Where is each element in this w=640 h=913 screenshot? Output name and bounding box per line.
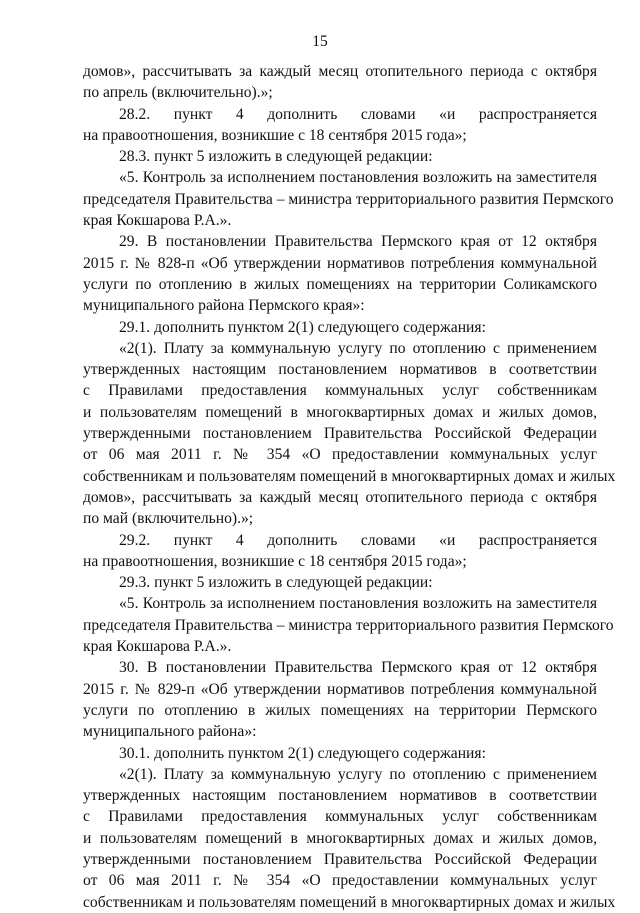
text-line: 2015 г. № 829-п «Об утверждении нормативов потребления коммунальной	[83, 680, 597, 698]
text-line: утвержденными постановлением Правительства Российской Федерации	[83, 850, 597, 868]
text-line: утвержденных настоящим постановлением нормативов в соответствии	[83, 787, 597, 805]
text-line: края Кокшарова Р.А.».	[83, 212, 232, 230]
text-line: 30. В постановлении Правительства Пермского края от 12 октября	[119, 659, 597, 677]
text-line: услуги по отоплению в жилых помещениях на территории Пермского	[83, 701, 597, 719]
text-line: по апрель (включительно).»;	[83, 84, 273, 102]
paragraph	[83, 146, 597, 167]
text-line: 29.1. дополнить пунктом 2(1) следующего содержания:	[119, 318, 486, 336]
paragraph	[83, 743, 597, 764]
text-line: утвержденными постановлением Правительства Российской Федерации	[83, 425, 597, 443]
text-line: собственникам и пользователям помещений в многоквартирных домах и жилых	[83, 467, 616, 485]
paragraph	[83, 338, 616, 530]
paragraph	[83, 231, 597, 316]
text-line: председателя Правительства – министра территориального развития Пермского	[83, 616, 614, 634]
text-line: «5. Контроль за исполнением постановления возложить на заместителя	[119, 169, 597, 187]
text-line: 28.2. пункт 4 дополнить словами «и распространяется	[119, 105, 597, 123]
text-line: утвержденных настоящим постановлением нормативов в соответствии	[83, 361, 597, 379]
paragraph	[83, 593, 614, 657]
page-number: 15	[312, 33, 328, 50]
text-line: от 06 мая 2011 г. № 354 «О предоставлении коммунальных услуг	[83, 446, 597, 464]
text-line: 30.1. дополнить пунктом 2(1) следующего содержания:	[119, 744, 486, 762]
paragraph	[83, 104, 597, 147]
paragraph	[83, 61, 597, 104]
text-line: 2015 г. № 828-п «Об утверждении нормативов потребления коммунальной	[83, 254, 597, 272]
text-line: на правоотношения, возникшие с 18 сентября 2015 года»;	[83, 552, 467, 570]
paragraph	[83, 167, 614, 231]
text-line: услуги по отоплению в жилых помещениях на территории Соликамского	[83, 275, 597, 293]
text-line: 29. В постановлении Правительства Пермского края от 12 октября	[119, 233, 597, 251]
text-line: «5. Контроль за исполнением постановления возложить на заместителя	[119, 595, 597, 613]
text-line: с Правилами предоставления коммунальных услуг собственникам	[83, 808, 597, 826]
text-line: собственникам и пользователям помещений в многоквартирных домах и жилых	[83, 893, 616, 911]
text-line: «2(1). Плату за коммунальную услугу по отоплению с применением	[119, 339, 597, 357]
text-line: 29.3. пункт 5 изложить в следующей редакции:	[119, 574, 433, 592]
text-line: муниципального района Пермского края»:	[83, 297, 365, 315]
text-line: «2(1). Плату за коммунальную услугу по отоплению с применением	[119, 765, 597, 783]
text-line: домов», рассчитывать за каждый месяц отопительного периода с октября	[83, 488, 597, 506]
paragraph	[83, 530, 597, 573]
text-line: на правоотношения, возникшие с 18 сентября 2015 года»;	[83, 126, 467, 144]
paragraph	[83, 317, 597, 338]
text-line: председателя Правительства – министра территориального развития Пермского	[83, 190, 614, 208]
text-line: по май (включительно).»;	[83, 510, 254, 528]
paragraph	[83, 572, 597, 593]
text-line: от 06 мая 2011 г. № 354 «О предоставлении коммунальных услуг	[83, 872, 597, 890]
text-line: 28.3. пункт 5 изложить в следующей редакции:	[119, 148, 433, 166]
paragraph	[83, 764, 616, 913]
text-line: края Кокшарова Р.А.».	[83, 638, 232, 656]
document-body	[83, 61, 616, 913]
text-line: 29.2. пункт 4 дополнить словами «и распространяется	[119, 531, 597, 549]
text-line: муниципального района»:	[83, 723, 257, 741]
text-line: и пользователям помещений в многоквартирных домах и жилых домов,	[83, 829, 597, 847]
text-line: домов», рассчитывать за каждый месяц отопительного периода с октября	[83, 63, 597, 80]
text-line: и пользователям помещений в многоквартирных домах и жилых домов,	[83, 403, 597, 421]
text-line: с Правилами предоставления коммунальных услуг собственникам	[83, 382, 597, 400]
paragraph	[83, 657, 597, 742]
